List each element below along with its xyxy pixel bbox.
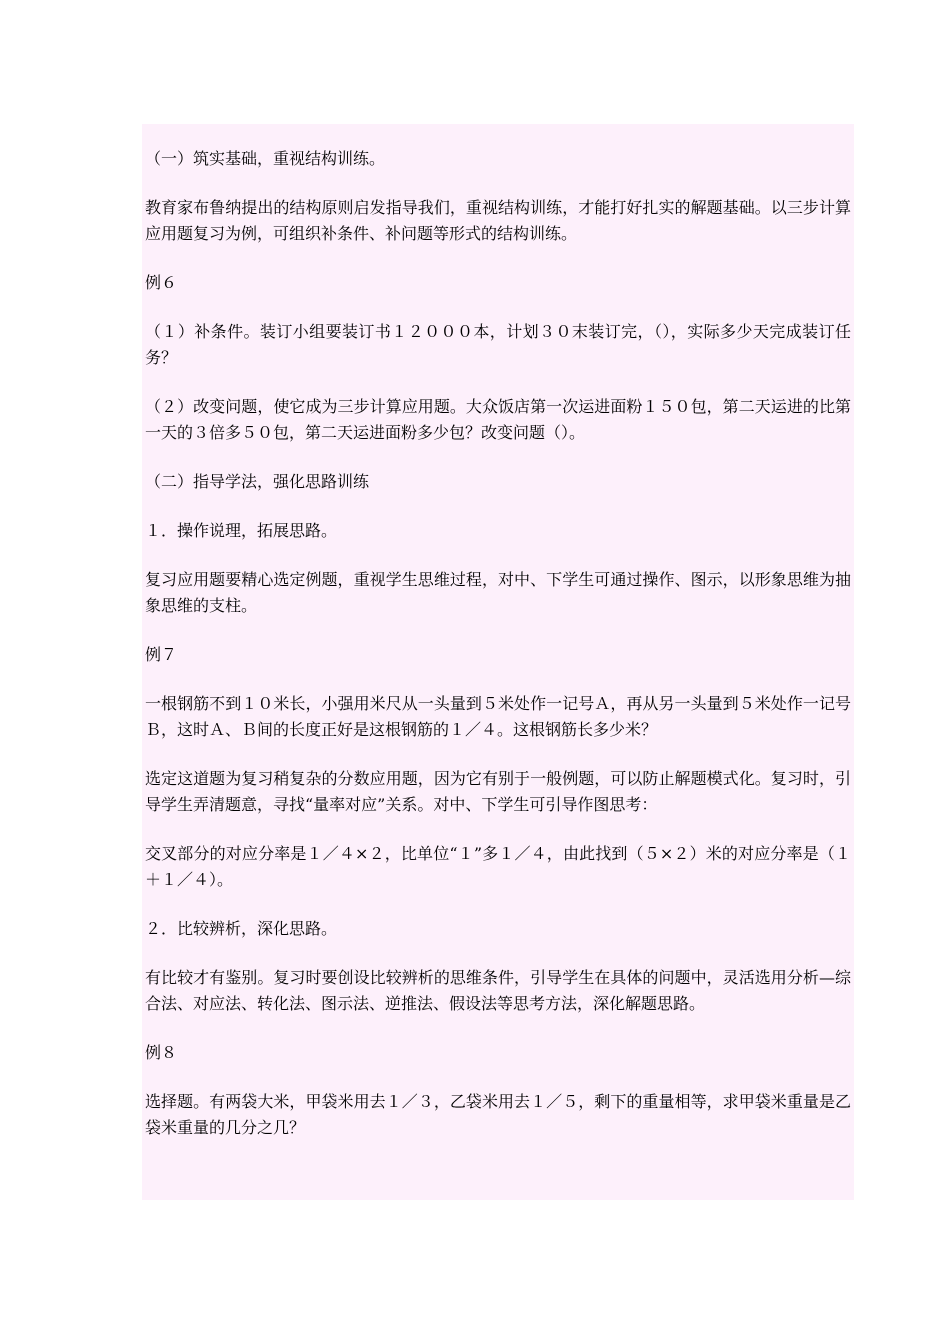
section-heading-1: （一）筑实基础，重视结构训练。 xyxy=(145,149,386,168)
example-8-problem: 选择题。有两袋大米，甲袋米用去１／３，乙袋米用去１／５，剩下的重量相等，求甲袋米重量是乙袋米重量的几分之几？ xyxy=(145,1092,851,1137)
example-8-label: 例８ xyxy=(145,1043,178,1062)
example-6-label: 例６ xyxy=(145,273,178,292)
paragraph-operation-reasoning: 复习应用题要精心选定例题，重视学生思维过程，对中、下学生可通过操作、图示，以形象思维为抽象思维的支柱。 xyxy=(145,570,851,615)
example-7-explanation: 选定这道题为复习稍复杂的分数应用题，因为它有别于一般例题，可以防止解题模式化。复习时，引导学生弄清题意，寻找“量率对应”关系。对中、下学生可引导作图思考： xyxy=(145,769,851,814)
example-6-part-2: （２）改变问题，使它成为三步计算应用题。大众饭店第一次运进面粉１５０包，第二天运进的比第一天的３倍多５０包，第二天运进面粉多少包？改变问题（）。 xyxy=(145,397,851,442)
example-7-problem: 一根钢筋不到１０米长，小强用米尺从一头量到５米处作一记号Ａ，再从另一头量到５米处作一记号Ｂ，这时Ａ、Ｂ间的长度正好是这根钢筋的１／４。这根钢筋长多少米？ xyxy=(145,694,851,739)
example-7-label: 例７ xyxy=(145,645,178,664)
paragraph-comparison: 有比较才有鉴别。复习时要创设比较辨析的思维条件，引导学生在具体的问题中，灵活选用分析—综合法、对应法、转化法、图示法、逆推法、假设法等思考方法，深化解题思路。 xyxy=(145,968,851,1013)
section-heading-2: （二）指导学法，强化思路训练 xyxy=(145,472,370,491)
subsection-heading-2: ２．比较辨析，深化思路。 xyxy=(145,919,338,938)
example-7-solution: 交叉部分的对应分率是１／４×２，比单位“１”多１／４，由此找到（５×２）米的对应分率是（１＋１／４）。 xyxy=(145,844,851,889)
paragraph-structure-training: 教育家布鲁纳提出的结构原则启发指导我们，重视结构训练，才能打好扎实的解题基础。以三步计算应用题复习为例，可组织补条件、补问题等形式的结构训练。 xyxy=(145,198,851,243)
example-6-part-1: （１）补条件。装订小组要装订书１２０００本，计划３０末装订完，（），实际多少天完成装订任务？ xyxy=(145,322,851,367)
subsection-heading-1: １．操作说理，拓展思路。 xyxy=(145,521,338,540)
article-content xyxy=(142,124,854,1200)
